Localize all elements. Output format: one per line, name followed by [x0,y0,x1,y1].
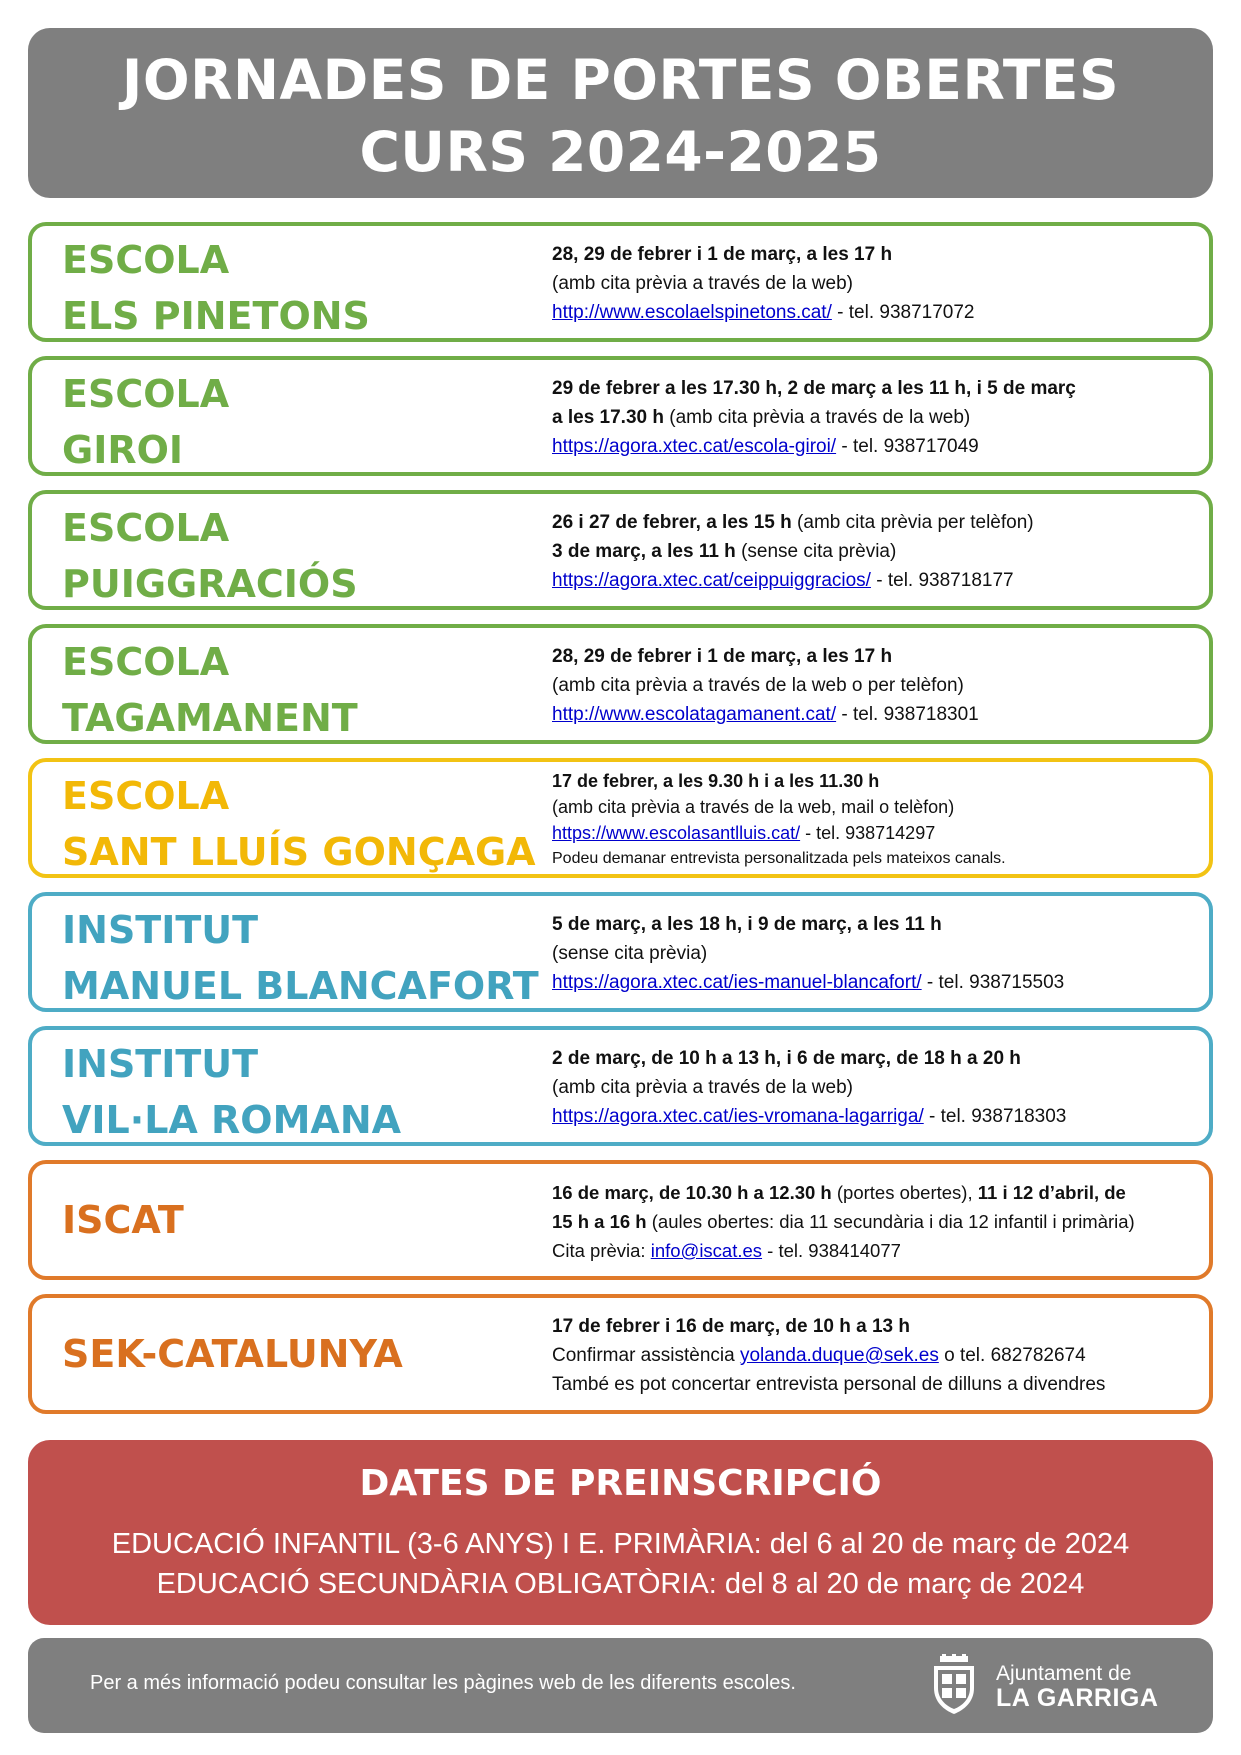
school-website-link[interactable]: https://agora.xtec.cat/ies-manuel-blancafort/ [552,972,922,993]
school-card-villa-romana [28,1026,1213,1146]
footer-note: Per a més informació podeu consultar les pàgines web de les diferents escoles. [90,1672,796,1694]
school-info: 17 de febrer i 16 de març, de 10 h a 13 h Confirmar assistència yolanda.duque@sek.es o tel. 682782674 També es pot concertar entrevista personal de dilluns a divendres [552,1316,1106,1395]
school-name: SEK-CATALUNYA [62,1332,403,1376]
school-name: ESCOLA ELS PINETONS [62,238,370,338]
preinscription-secondary-dates: EDUCACIÓ SECUNDÀRIA OBLIGATÒRIA: del 8 al 20 de març de 2024 [156,1568,1085,1600]
school-website-link[interactable]: https://www.escolasantlluis.cat/ [552,823,801,843]
page-footer [28,1638,1213,1733]
preinscription-primary-dates: EDUCACIÓ INFANTIL (3-6 ANYS) I E. PRIMÀRIA: del 6 al 20 de març de 2024 [111,1528,1130,1560]
page-header [28,28,1213,198]
school-website-link[interactable]: https://agora.xtec.cat/escola-giroi/ [552,436,837,457]
school-info: 17 de febrer, a les 9.30 h i a les 11.30 h (amb cita prèvia a través de la web, mail o telèfon) https://www.escolasantlluis.cat/ - tel. 938714297 Podeu demanar entrevista personalitzada pels mateixos canals. [552,771,1006,867]
council-brand: Ajuntament de LA GARRIGA [996,1662,1159,1712]
school-card-tagamanent [28,624,1213,744]
school-email-link[interactable]: info@iscat.es [650,1240,763,1261]
school-card-puiggracios [28,490,1213,610]
school-card-els-pinetons [28,222,1213,342]
school-card-sant-lluis-goncaga [28,758,1213,878]
school-info: 29 de febrer a les 17.30 h, 2 de març a les 11 h, i 5 de març a les 17.30 h (amb cita prèvia a través de la web) https://agora.xtec.cat/escola-giroi/ - tel. 938717049 [552,378,1076,457]
school-info: 5 de març, a les 18 h, i 9 de març, a les 11 h (sense cita prèvia) https://agora.xtec.cat/ies-manuel-blancafort/ - tel. 938715503 [552,914,1065,993]
school-name: ESCOLA TAGAMANENT [62,640,358,740]
school-name: INSTITUT MANUEL BLANCAFORT [62,908,539,1008]
school-info: 28, 29 de febrer i 1 de març, a les 17 h (amb cita prèvia a través de la web) http://www.escolaelspinetons.cat/ - tel. 938717072 [552,244,975,323]
header-title: JORNADES DE PORTES OBERTES [121,48,1120,112]
school-name: ISCAT [62,1198,184,1242]
school-card-sek-catalunya [28,1294,1213,1414]
coat-of-arms-icon [928,1654,980,1716]
school-website-link[interactable]: http://www.escolatagamanent.cat/ [552,704,837,725]
school-name: ESCOLA PUIGGRACIÓS [62,506,358,606]
school-website-link[interactable]: https://agora.xtec.cat/ceippuiggracios/ [552,570,871,591]
preinscription-box [28,1440,1213,1625]
school-info: 16 de març, de 10.30 h a 12.30 h (portes obertes), 11 i 12 d’abril, de 15 h a 16 h (aules obertes: dia 11 secundària i dia 12 infantil i primària) Cita prèvia: info@iscat.es - tel. 938414077 [552,1182,1135,1261]
school-email-link[interactable]: yolanda.duque@sek.es [739,1345,939,1366]
header-subtitle: CURS 2024-2025 [359,120,882,184]
school-name: ESCOLA SANT LLUÍS GONÇAGA [62,774,536,874]
school-website-link[interactable]: https://agora.xtec.cat/ies-vromana-lagarriga/ [552,1106,924,1127]
school-name: INSTITUT VIL·LA ROMANA [62,1042,402,1142]
school-info: 2 de març, de 10 h a 13 h, i 6 de març, de 18 h a 20 h (amb cita prèvia a través de la web) https://agora.xtec.cat/ies-vromana-lagarriga/ - tel. 938718303 [552,1048,1067,1127]
school-card-giroi [28,356,1213,476]
school-info: 28, 29 de febrer i 1 de març, a les 17 h (amb cita prèvia a través de la web o per telèfon) http://www.escolatagamanent.cat/ - tel. 938718301 [552,646,979,725]
school-website-link[interactable]: http://www.escolaelspinetons.cat/ [552,302,832,323]
school-name: ESCOLA GIROI [62,372,230,472]
school-info: 26 i 27 de febrer, a les 15 h (amb cita prèvia per telèfon) 3 de març, a les 11 h (sense cita prèvia) https://agora.xtec.cat/ceippuiggracios/ - tel. 938718177 [552,512,1034,591]
school-card-iscat [28,1160,1213,1280]
preinscription-title: DATES DE PREINSCRIPCIÓ [359,1463,882,1504]
school-card-manuel-blancafort [28,892,1213,1012]
